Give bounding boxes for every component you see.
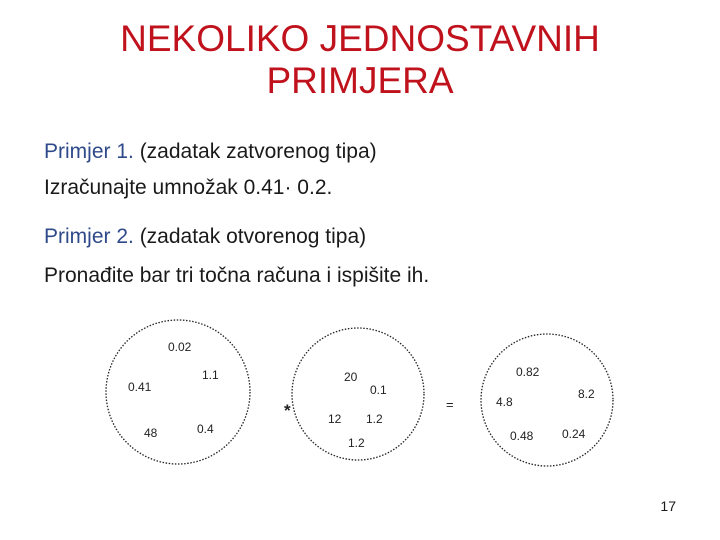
page-number: 17 — [660, 498, 676, 514]
set-1-value: 48 — [144, 426, 158, 440]
set-3-value: 4.8 — [496, 395, 513, 409]
set-3-value: 0.24 — [562, 427, 586, 441]
equals-sign: = — [446, 397, 454, 412]
set-1-value: 0.41 — [128, 380, 152, 394]
example-1-task: Izračunajte umnožak 0.41· 0.2. — [44, 176, 333, 199]
set-1-value: 1.1 — [202, 368, 219, 382]
set-2-value: 20 — [344, 370, 358, 384]
example-1-heading — [44, 140, 377, 164]
example-1-description: (zadatak zatvorenog tipa) — [133, 140, 377, 163]
example-2-task: Pronađite bar tri točna računa i ispišite ih. — [44, 264, 430, 287]
title-line-1: NEKOLIKO JEDNOSTAVNIH — [120, 18, 600, 59]
set-2-value: 1.2 — [366, 412, 383, 426]
example-2-description: (zadatak otvorenog tipa) — [133, 225, 367, 248]
set-3-value: 8.2 — [578, 387, 595, 401]
set-2-value: 1.2 — [348, 436, 365, 450]
example-1-prefix: Primjer 1. — [44, 140, 134, 163]
number-sets-diagram — [0, 300, 720, 480]
set-3-value: 0.48 — [510, 429, 534, 443]
set-2-value: 0.1 — [370, 383, 387, 397]
set-2-value: 12 — [328, 412, 342, 426]
set-3-value: 0.82 — [516, 365, 540, 379]
slide-title — [0, 18, 720, 102]
multiply-sign: * — [284, 401, 291, 420]
set-1-value: 0.4 — [197, 422, 214, 436]
example-2-heading — [44, 225, 366, 249]
title-line-2: PRIMJERA — [266, 60, 454, 101]
example-2-prefix: Primjer 2. — [44, 225, 134, 248]
set-1-value: 0.02 — [168, 340, 192, 354]
